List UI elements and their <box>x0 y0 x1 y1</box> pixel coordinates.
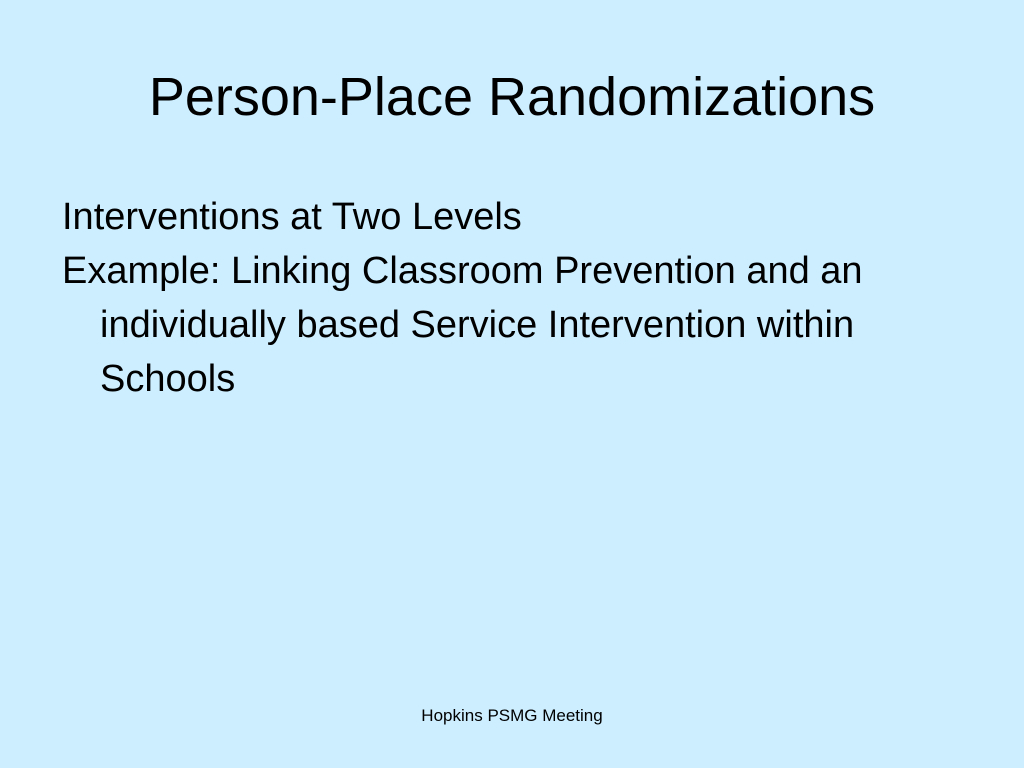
slide-footer: Hopkins PSMG Meeting <box>421 706 603 725</box>
slide-title: Person-Place Randomizations <box>148 67 876 127</box>
slide-body <box>62 190 942 406</box>
bullet-item: Example: Linking Classroom Prevention and an individually based Service Intervention within Schools <box>62 250 863 400</box>
bullet-item: Interventions at Two Levels <box>62 196 522 238</box>
